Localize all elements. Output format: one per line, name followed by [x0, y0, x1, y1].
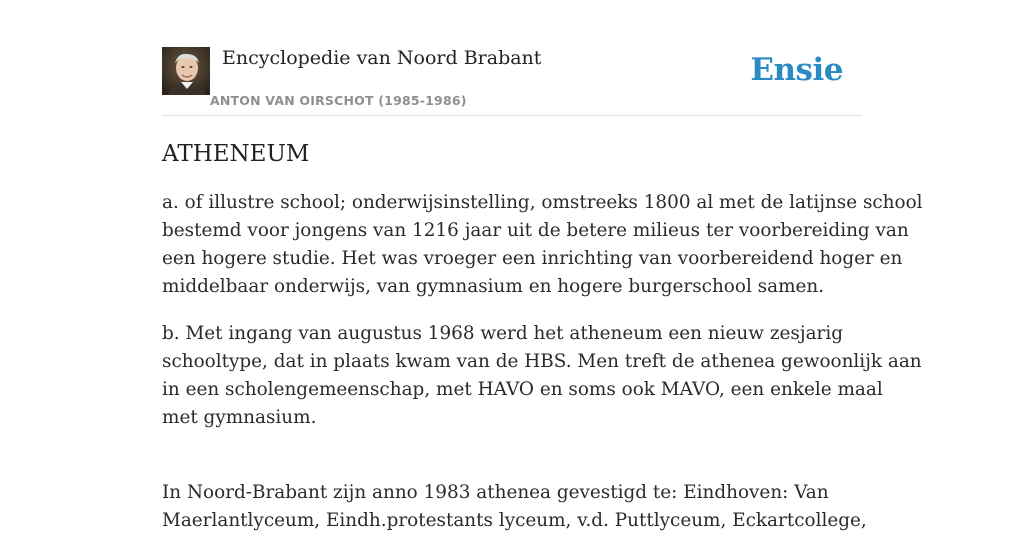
text-line: een hogere studie. Het was vroeger een inrichting van voorbereidend hoger en	[162, 248, 903, 269]
paragraph-a	[162, 189, 923, 301]
text-line: In Noord-Brabant zijn anno 1983 athenea gevestigd te: Eindhoven: Van	[162, 482, 829, 503]
header	[162, 0, 862, 116]
text-line: b. Met ingang van augustus 1968 werd het atheneum een nieuw zesjarig	[162, 323, 843, 344]
text-line: bestemd voor jongens van 1216 jaar uit de betere milieus ter voorbereiding van	[162, 220, 909, 241]
source-title[interactable]: Encyclopedie van Noord Brabant	[222, 47, 542, 69]
ensie-logo[interactable]: Ensie	[750, 52, 843, 88]
text-line: a. of illustre school; onderwijsinstelling, omstreeks 1800 al met de latijnse school	[162, 192, 923, 213]
text-line: schooltype, dat in plaats kwam van de HBS. Men treft de athenea gewoonlijk aan	[162, 351, 922, 372]
text-line: met gymnasium.	[162, 407, 317, 428]
paragraph-b	[162, 320, 922, 432]
portrait-icon	[162, 47, 210, 95]
text-line: Maerlantlyceum, Eindh.protestants lyceum, v.d. Puttlyceum, Eckartcollege,	[162, 510, 867, 531]
article	[162, 138, 923, 554]
article-title: ATHENEUM	[162, 141, 310, 167]
text-line: in een scholengemeenschap, met HAVO en soms ook MAVO, een enkele maal	[162, 379, 883, 400]
paragraph-c	[162, 479, 867, 535]
text-line: middelbaar onderwijs, van gymnasium en hogere burgerschool samen.	[162, 276, 825, 297]
avatar[interactable]	[162, 47, 210, 95]
author-label[interactable]: ANTON VAN OIRSCHOT (1985-1986)	[210, 93, 467, 108]
